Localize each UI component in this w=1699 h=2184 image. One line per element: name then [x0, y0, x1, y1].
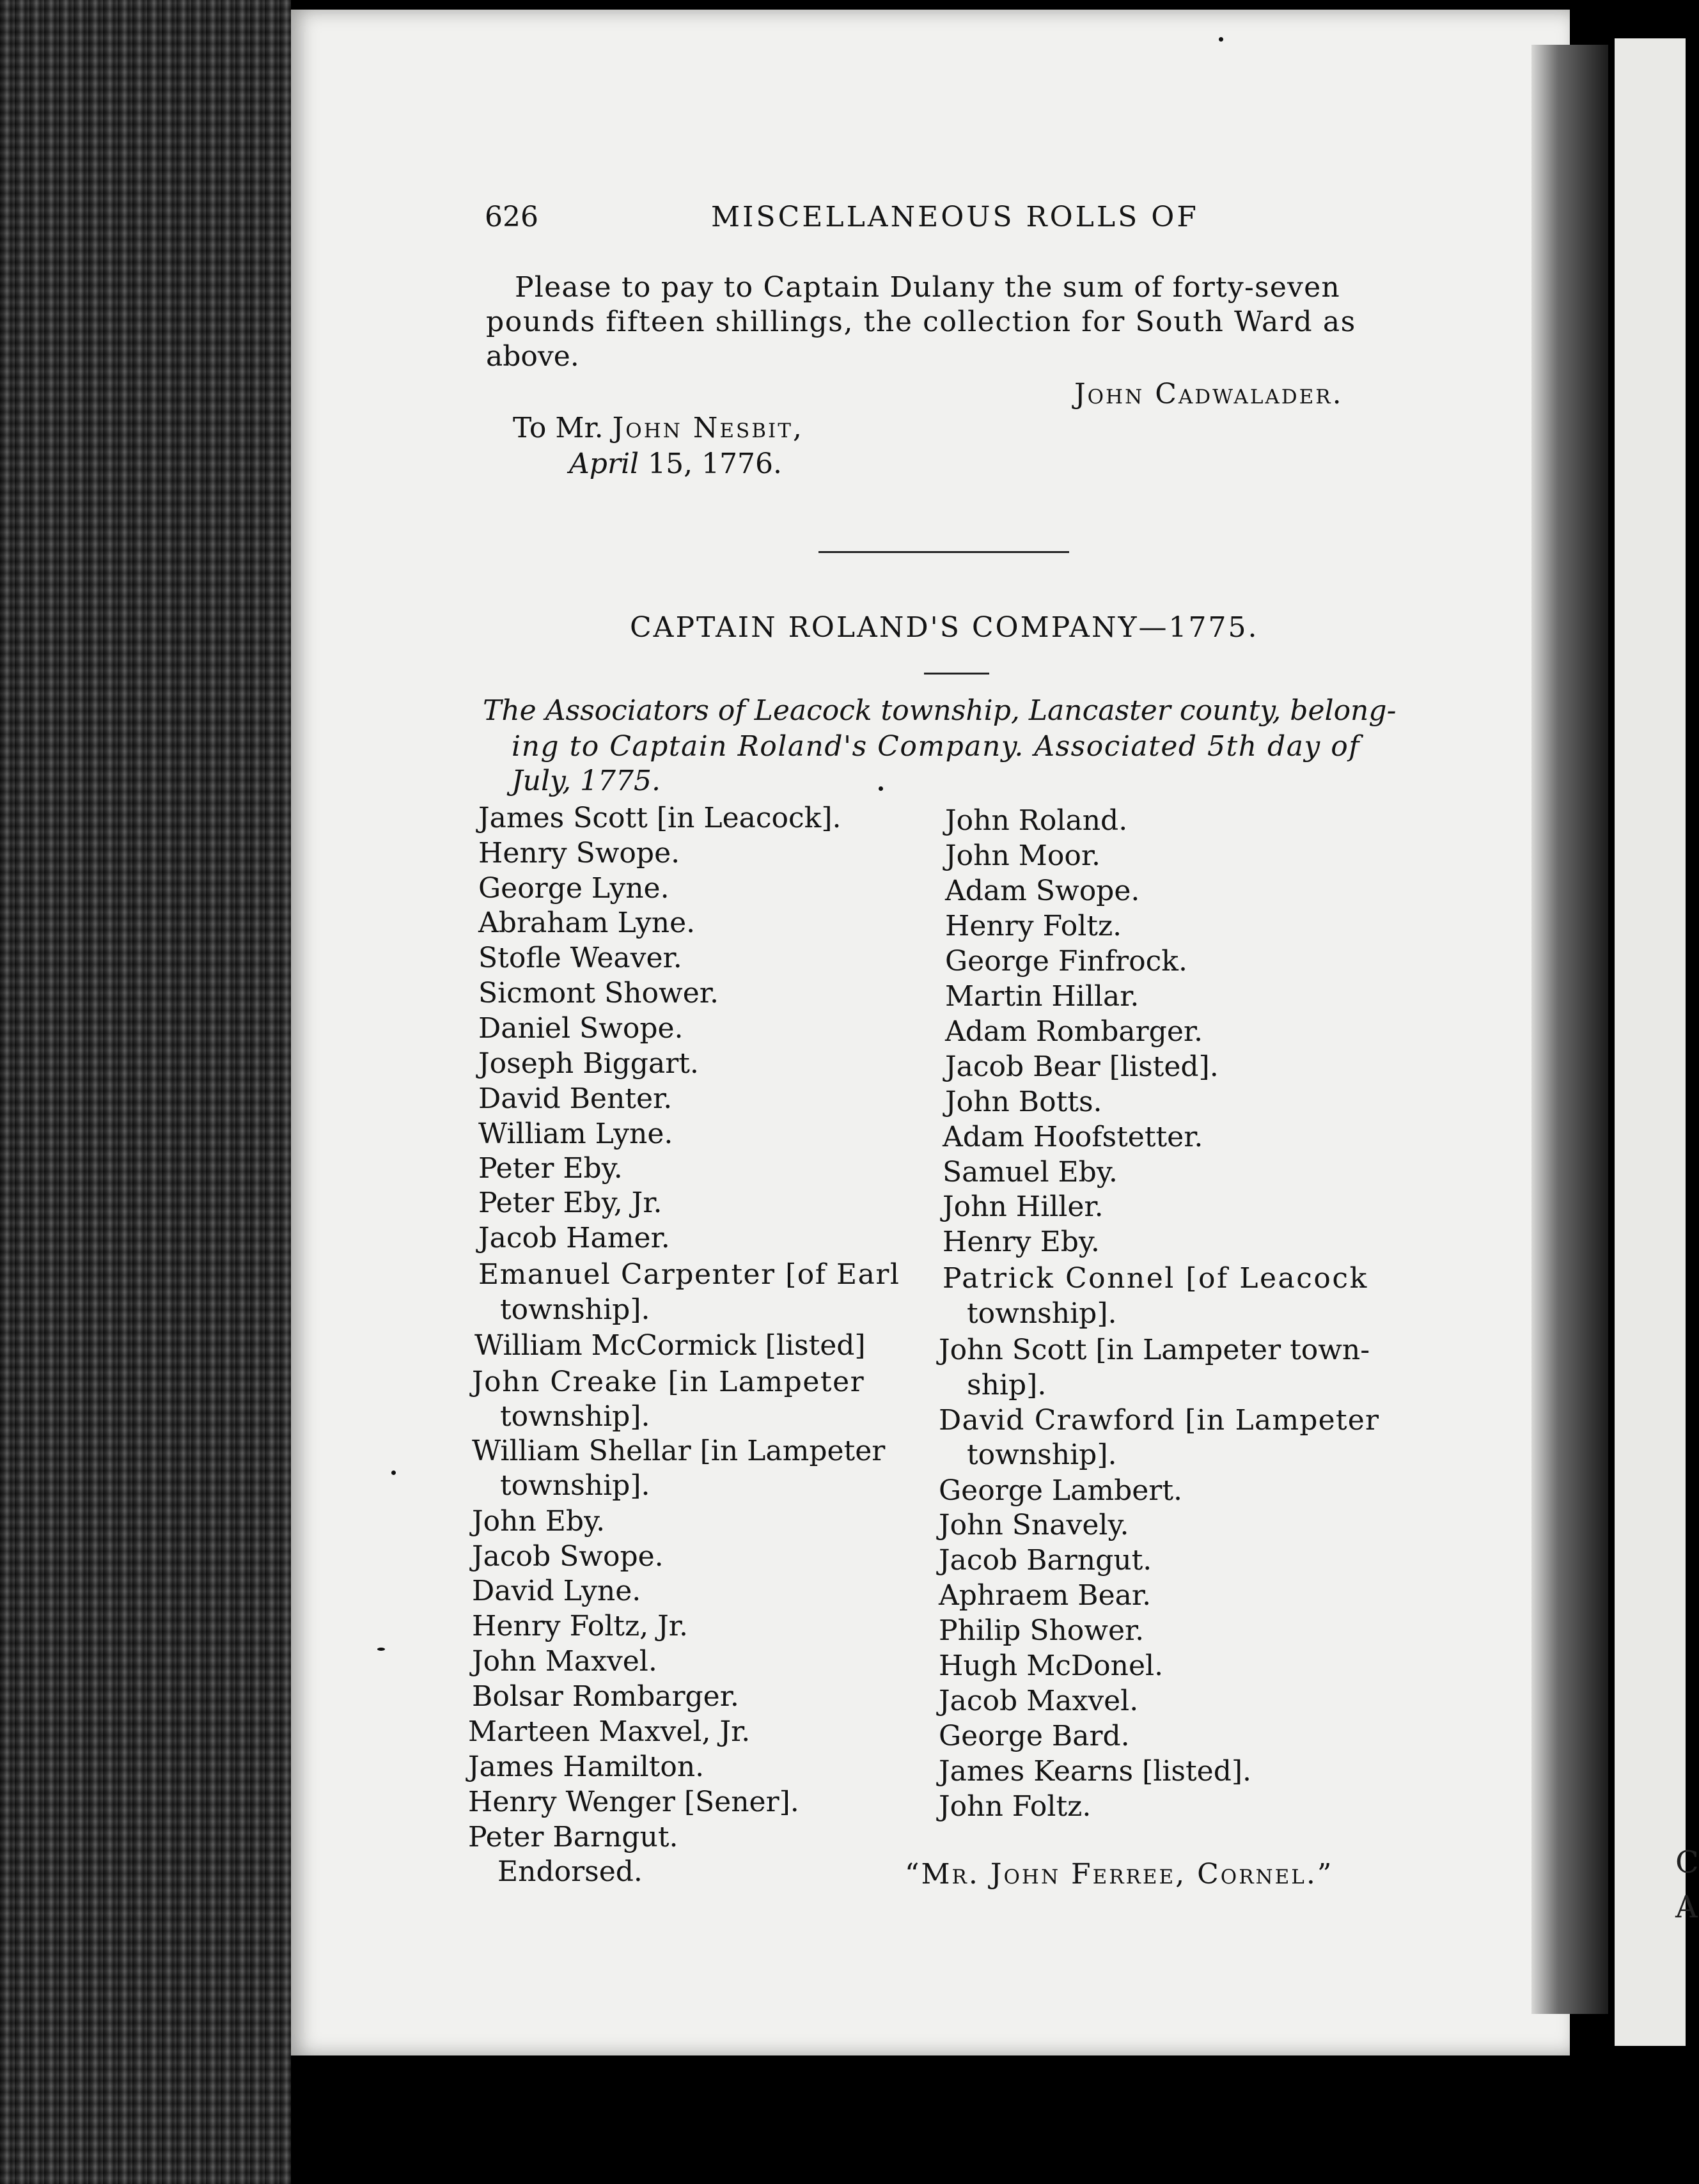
- roll-name: Peter Eby.: [478, 1152, 623, 1185]
- roll-name: Samuel Eby.: [943, 1156, 1118, 1189]
- roll-name: John Botts.: [945, 1086, 1102, 1118]
- roll-name: John Snavely.: [939, 1509, 1129, 1541]
- roll-name: Peter Eby, Jr.: [478, 1187, 662, 1219]
- roll-name: David Benter.: [478, 1082, 673, 1115]
- roll-name-continued: township].: [500, 1293, 650, 1326]
- roll-name: John Scott [in Lampeter town-: [939, 1334, 1370, 1366]
- roll-name: John Maxvel.: [472, 1645, 657, 1678]
- roll-name: Aphraem Bear.: [939, 1579, 1152, 1612]
- book-binding: [0, 0, 291, 2184]
- facing-page-edge: [1615, 38, 1686, 2046]
- roll-name: John Foltz.: [939, 1790, 1092, 1823]
- roll-name: Hugh McDonel.: [939, 1650, 1164, 1682]
- roll-name: Adam Rombarger.: [945, 1015, 1203, 1048]
- section-divider: [818, 551, 1069, 553]
- roll-name: William Shellar [in Lampeter: [472, 1435, 886, 1467]
- roll-name: Jacob Maxvel.: [939, 1685, 1139, 1717]
- scan-speck: [391, 1470, 396, 1475]
- roll-name: George Finfrock.: [945, 945, 1187, 978]
- scan-speck: [377, 1648, 385, 1651]
- page-gutter-shadow: [1531, 45, 1608, 2014]
- roll-name: Adam Swope.: [945, 875, 1140, 907]
- endorsed-label: Endorsed.: [497, 1855, 643, 1888]
- roll-name: William McCormick [listed]: [474, 1329, 866, 1362]
- section-title: CAPTAIN ROLAND'S COMPANY—1775.: [630, 611, 1259, 644]
- order-line: Please to pay to Captain Dulany the sum of forty-seven: [515, 271, 1340, 304]
- page-number: 626: [485, 201, 538, 233]
- roll-name: Martin Hillar.: [945, 980, 1139, 1013]
- roll-name: James Scott [in Leacock].: [478, 802, 842, 834]
- date-rest: 15, 1776.: [639, 448, 783, 480]
- roll-name: James Hamilton.: [468, 1751, 705, 1783]
- roll-name: Philip Shower.: [939, 1614, 1145, 1647]
- scan-speck: [879, 786, 883, 791]
- roll-name: Adam Hoofstetter.: [943, 1121, 1203, 1153]
- roll-name-continued: township].: [967, 1439, 1117, 1471]
- roll-name: George Lambert.: [939, 1474, 1182, 1507]
- facing-page-letter: C: [1675, 1845, 1699, 1880]
- running-title: MISCELLANEOUS ROLLS OF: [711, 201, 1199, 233]
- roll-name: John Eby.: [472, 1505, 606, 1538]
- intro-line: ing to Captain Roland's Company. Associated 5th day of: [512, 730, 1361, 763]
- roll-name: Emanuel Carpenter [of Earl: [478, 1258, 900, 1291]
- roll-name: John Creake [in Lampeter: [472, 1366, 865, 1398]
- roll-name-continued: township].: [967, 1297, 1117, 1330]
- roll-name: Bolsar Rombarger.: [472, 1680, 739, 1713]
- order-date: [569, 450, 782, 478]
- signature: John Cadwalader.: [1074, 378, 1343, 410]
- intro-line: July, 1775.: [512, 765, 661, 797]
- roll-name: Jacob Swope.: [472, 1540, 664, 1573]
- roll-name-continued: township].: [500, 1469, 650, 1502]
- addressee-prefix: To Mr.: [513, 412, 613, 444]
- roll-name: Henry Swope.: [478, 837, 680, 870]
- roll-name: John Hiller.: [943, 1190, 1104, 1223]
- roll-name: William Lyne.: [478, 1118, 673, 1150]
- roll-name: Jacob Bear [listed].: [945, 1050, 1219, 1083]
- roll-name: Henry Eby.: [943, 1226, 1100, 1258]
- roll-name: Henry Foltz.: [945, 910, 1122, 942]
- roll-name: Henry Wenger [Sener].: [468, 1786, 799, 1818]
- title-rule: [924, 673, 989, 675]
- roll-name: David Crawford [in Lampeter: [939, 1404, 1380, 1437]
- intro-line: The Associators of Leacock township, Lancaster county, belong-: [483, 694, 1397, 727]
- roll-name: John Moor.: [945, 839, 1101, 872]
- roll-name: George Bard.: [939, 1720, 1130, 1752]
- roll-name: George Lyne.: [478, 872, 669, 905]
- roll-name: Marteen Maxvel, Jr.: [468, 1715, 751, 1748]
- roll-name: John Roland.: [945, 804, 1128, 837]
- roll-name: Abraham Lyne.: [478, 907, 696, 939]
- facing-page-letter: A: [1675, 1889, 1698, 1925]
- roll-name: Daniel Swope.: [478, 1012, 684, 1045]
- roll-name: Peter Barngut.: [468, 1821, 678, 1853]
- roll-name: Stofle Weaver.: [478, 942, 682, 974]
- addressee-name: John Nesbit,: [612, 412, 804, 444]
- roll-name: Sicmont Shower.: [478, 977, 719, 1010]
- scan-speck: [1219, 37, 1223, 42]
- addressee: [513, 414, 804, 442]
- order-line: pounds fifteen shillings, the collection for South Ward as: [486, 306, 1356, 338]
- date-month: April: [569, 448, 639, 480]
- roll-name: Joseph Biggart.: [478, 1047, 699, 1080]
- endorsement: “Mr. John Ferree, Cornel.”: [905, 1858, 1334, 1891]
- roll-name: Jacob Barngut.: [939, 1544, 1152, 1577]
- roll-name: David Lyne.: [472, 1575, 641, 1607]
- roll-name: Patrick Connel [of Leacock: [943, 1262, 1368, 1295]
- roll-name-continued: ship].: [967, 1369, 1047, 1401]
- roll-name: Jacob Hamer.: [478, 1222, 670, 1254]
- order-line: above.: [486, 340, 579, 373]
- roll-name-continued: township].: [500, 1400, 650, 1433]
- roll-name: Henry Foltz, Jr.: [472, 1610, 688, 1642]
- roll-name: James Kearns [listed].: [939, 1755, 1252, 1788]
